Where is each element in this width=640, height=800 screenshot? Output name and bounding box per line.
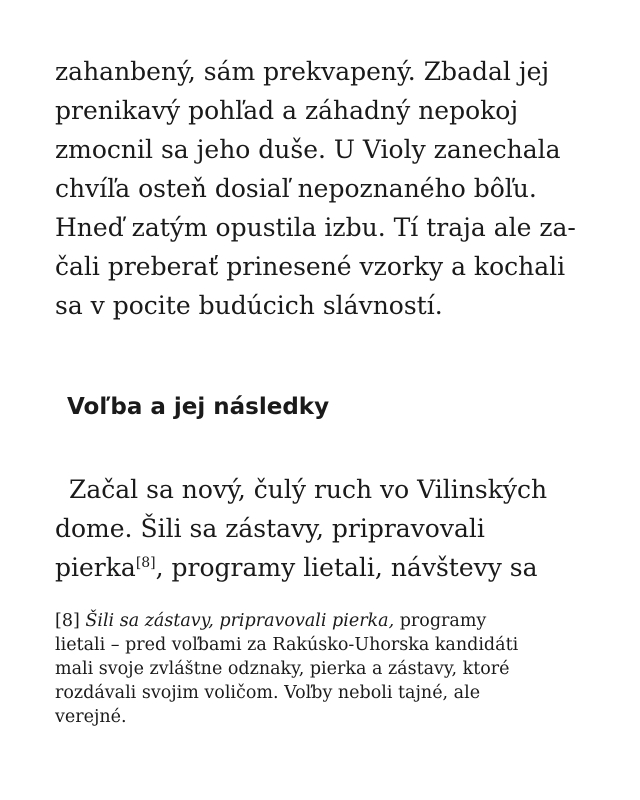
text-line: zahanbený, sám prekvapený. Zbadal jej: [55, 57, 550, 86]
text-line: sa v pocite budúcich slávností.: [55, 291, 443, 320]
text-line: [55, 548, 547, 587]
paragraph-continued: [55, 52, 595, 325]
book-page: [55, 52, 595, 727]
footnote-text: mali svoje zvláštne odznaky, pierka a zástavy, ktoré: [55, 659, 510, 679]
footnote-text: rozdávali svojim voličom. Voľby neboli tajné, ale: [55, 683, 481, 703]
text-line: zmocnil sa jeho duše. U Violy zanechala: [55, 135, 561, 164]
text-fragment: , programy lietali, návštevy sa: [155, 553, 538, 582]
text-line: čali preberať prinesené vzorky a kochali: [55, 252, 566, 281]
text-fragment: pierka: [55, 553, 136, 582]
text-line: dome. Šili sa zástavy, pripravovali: [55, 514, 485, 543]
section-paragraph: [55, 470, 547, 587]
footnote: [55, 609, 595, 729]
footnote-text: lietali – pred voľbami za Rakúsko-Uhorska kandidáti: [55, 635, 519, 655]
footnote-text: verejné.: [55, 707, 127, 727]
text-line: Hneď zatým opustila izbu. Tí traja ale za-: [55, 213, 576, 242]
footnote-quoted-text: Šili sa zástavy, pripravovali pierka,: [85, 611, 395, 631]
section-heading: Voľba a jej následky: [67, 394, 330, 420]
footnote-marker: [8]: [55, 611, 80, 631]
footnote-text: programy: [394, 611, 487, 631]
text-line: Začal sa nový, čulý ruch vo Vilinských: [69, 475, 548, 504]
text-line: prenikavý pohľad a záhadný nepokoj: [55, 96, 519, 125]
footnote-reference-link[interactable]: [8]: [135, 555, 156, 571]
text-line: chvíľa osteň dosiaľ nepoznaného bôľu.: [55, 174, 537, 203]
